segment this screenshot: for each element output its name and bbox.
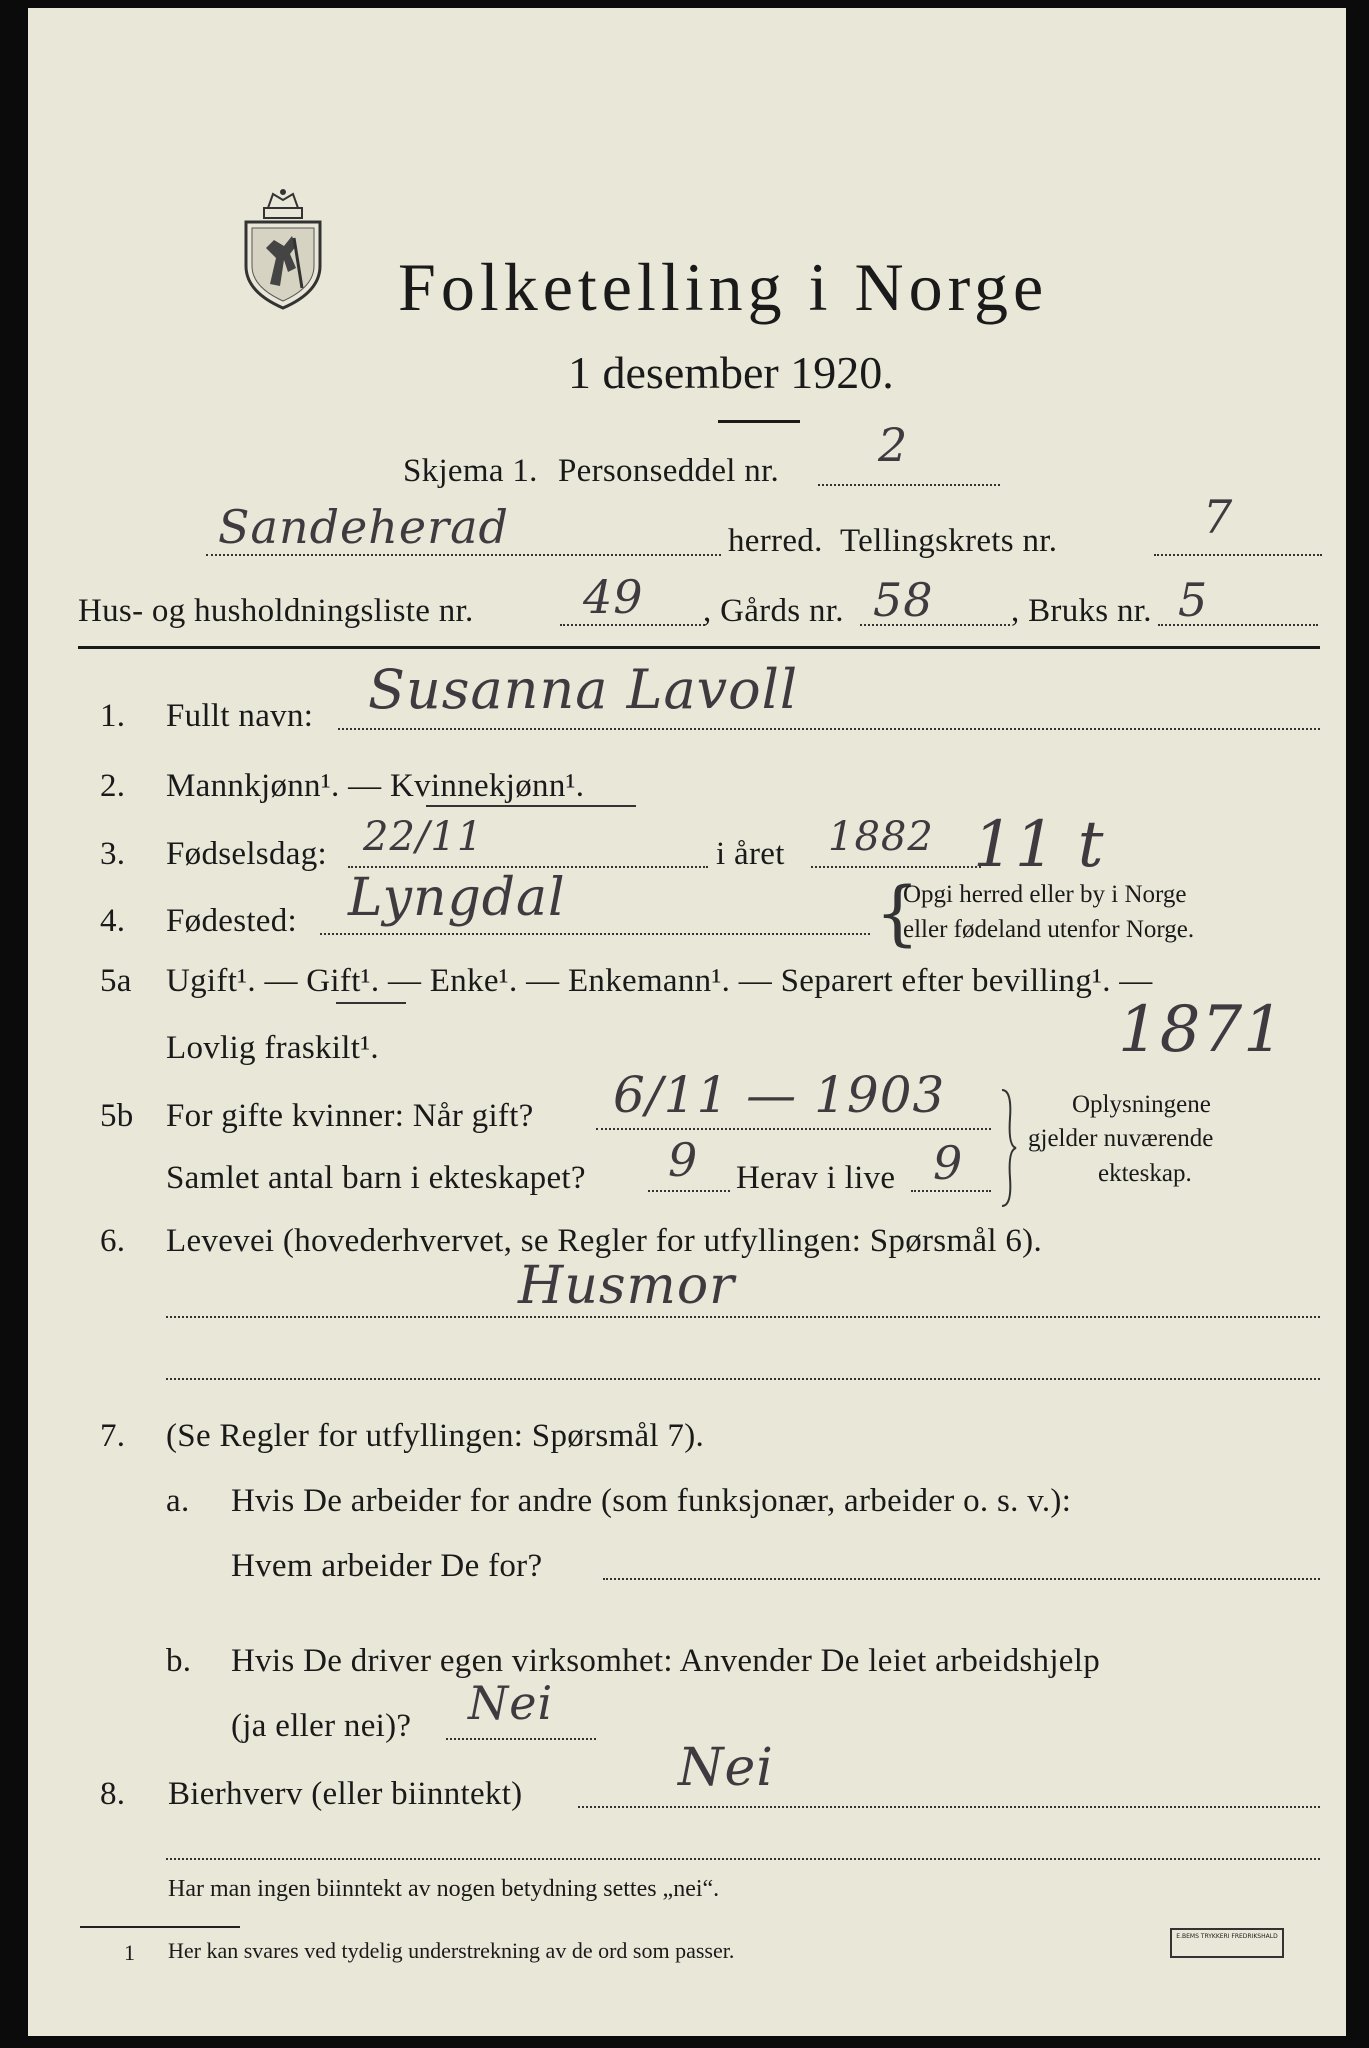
q6-number: 6. — [100, 1223, 126, 1259]
q2-label: Mannkjønn¹. — Kvinnekjønn¹. — [166, 768, 585, 804]
side-income-value: Nei — [678, 1738, 774, 1798]
q1-label: Fullt navn: — [166, 698, 314, 734]
footnote-text: Her kan svares ved tydelig understrekning av de ord som passer. — [168, 1938, 735, 1963]
q7a-number: a. — [166, 1483, 190, 1519]
footnote-mark: 1 — [124, 1940, 135, 1965]
q3-year-label: i året — [716, 836, 785, 872]
q4-label: Fødested: — [166, 903, 298, 939]
gards-label: , Gårds nr. — [703, 593, 844, 629]
gift-underline — [336, 1002, 406, 1004]
header-rule — [78, 646, 1320, 649]
q7b-number: b. — [166, 1643, 192, 1679]
birthday-value: 22/11 — [363, 814, 484, 860]
q5b-note-2: gjelder nuværende — [1028, 1125, 1214, 1152]
q7b-label-2: (ja eller nei)? — [231, 1708, 412, 1744]
skjema-label: Skjema 1. — [403, 453, 538, 489]
kvinnekjonn-underline — [426, 805, 636, 807]
q5a-label: Ugift¹. — Gift¹. — Enke¹. — Enkemann¹. — Separert efter bevilling¹. — — [166, 963, 1153, 999]
hired-help-value: Nei — [468, 1676, 554, 1730]
personseddel-value: 2 — [878, 418, 909, 472]
husliste-label: Hus- og husholdningsliste nr. — [78, 593, 474, 629]
gards-value: 58 — [873, 573, 934, 627]
bruks-label: , Bruks nr. — [1011, 593, 1152, 629]
q5b-number: 5b — [100, 1098, 134, 1134]
q4-number: 4. — [100, 903, 126, 939]
q7-label: (Se Regler for utfyllingen: Spørsmål 7). — [166, 1418, 705, 1454]
brace: { — [875, 872, 920, 954]
q5b-children-label: Samlet antal barn i ekteskapet? — [166, 1160, 586, 1196]
q5b-label: For gifte kvinner: Når gift? — [166, 1098, 534, 1134]
q1-number: 1. — [100, 698, 126, 734]
herred-value: Sandeherad — [218, 500, 509, 554]
birthplace-value: Lyngdal — [348, 868, 566, 928]
q7-number: 7. — [100, 1418, 126, 1454]
marriage-date-value: 6/11 — 1903 — [613, 1066, 946, 1124]
bruks-value: 5 — [1178, 573, 1209, 627]
q3-number: 3. — [100, 836, 126, 872]
q5b-note-1: Oplysningene — [1072, 1091, 1211, 1118]
q4-note-1: Opgi herred eller by i Norge — [903, 881, 1187, 908]
q5a-label-2: Lovlig fraskilt¹. — [166, 1030, 379, 1066]
divider — [718, 420, 800, 423]
census-form — [28, 8, 1346, 2036]
tellingskrets-label: Tellingskrets nr. — [840, 523, 1058, 559]
q3-label: Fødselsdag: — [166, 836, 327, 872]
footer-note: Har man ingen biinntekt av nogen betydning settes „nei“. — [168, 1876, 720, 1902]
q5a-number: 5a — [100, 963, 132, 999]
children-count-value: 9 — [668, 1133, 699, 1187]
margin-year-note: 1871 — [1118, 993, 1285, 1067]
occupation-value: Husmor — [518, 1256, 735, 1316]
q6-label: Levevei (hovederhvervet, se Regler for utfyllingen: Spørsmål 6). — [166, 1223, 1043, 1259]
q7a-label: Hvis De arbeider for andre (som funksjonær, arbeider o. s. v.): — [231, 1483, 1072, 1519]
printer-stamp: E.BEMS TRYKKERI FREDRIKSHALD — [1170, 1928, 1284, 1958]
q7a-label-2: Hvem arbeider De for? — [231, 1548, 543, 1584]
q8-label: Bierhverv (eller biinntekt) — [168, 1776, 523, 1812]
tellingskrets-value: 7 — [1203, 490, 1234, 544]
birth-year-value: 1882 — [828, 814, 934, 860]
coat-of-arms-icon — [238, 188, 328, 310]
q8-number: 8. — [100, 1776, 126, 1812]
herred-label: herred. — [728, 523, 823, 559]
brace-icon — [998, 1088, 1018, 1208]
form-title: Folketelling i Norge — [398, 249, 1049, 325]
q5b-note-3: ekteskap. — [1098, 1160, 1192, 1187]
q5b-alive-label: Herav i live — [736, 1160, 896, 1196]
personseddel-label: Personseddel nr. — [558, 453, 780, 489]
q4-note-2: eller fødeland utenfor Norge. — [903, 916, 1195, 943]
q2-number: 2. — [100, 768, 126, 804]
children-alive-value: 9 — [933, 1136, 964, 1190]
birthdate-margin-note: 11 t — [973, 808, 1105, 882]
census-date: 1 desember 1920. — [568, 347, 894, 398]
q7b-label: Hvis De driver egen virksomhet: Anvender De leiet arbeidshjelp — [231, 1643, 1101, 1679]
footnote-rule — [80, 1926, 240, 1928]
husliste-value: 49 — [583, 570, 644, 624]
full-name-value: Susanna Lavoll — [368, 658, 799, 721]
